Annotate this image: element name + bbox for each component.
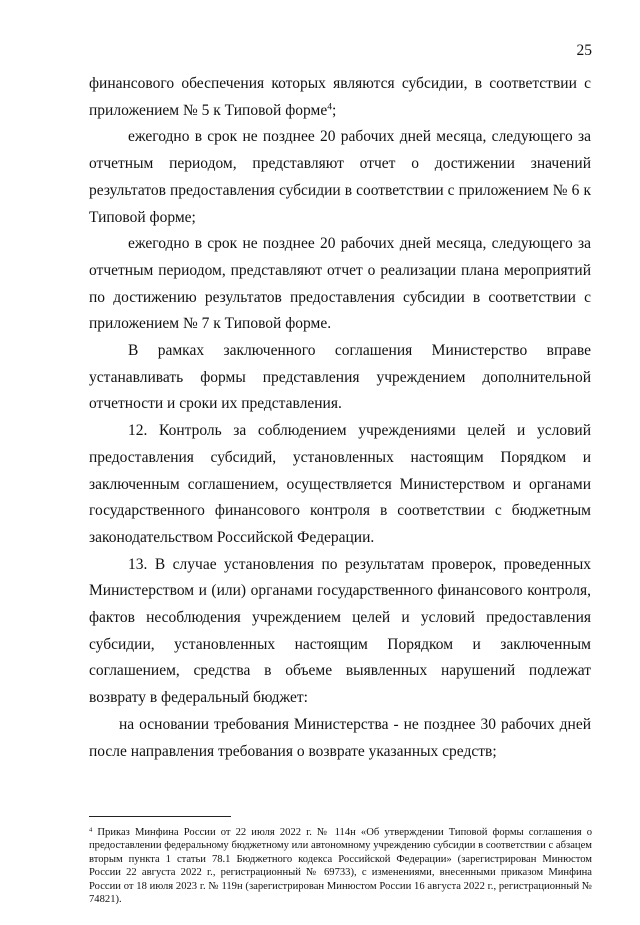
paragraph-item-12: 12. Контроль за соблюдением учреждениями целей и условий предоставления субсидий, установленных настоящим Порядком и заключенным соглашением, осуществляется Министерством и органами государственного финансового контроля в соответствии с бюджетным законодательством Российской Федерации. bbox=[89, 422, 591, 546]
footnote-reference: 4 bbox=[327, 101, 333, 113]
footnote-marker: 4 bbox=[89, 826, 93, 834]
footnote bbox=[89, 826, 592, 906]
paragraph-plan-report: ежегодно в срок не позднее 20 рабочих дней месяца, следующего за отчетным периодом, представляют отчет о реализации плана мероприятий по достижению результатов предоставления субсидии в соответствии с приложением № 7 к Типовой форме. bbox=[89, 235, 591, 333]
paragraph-ministry-requirement: на основании требования Министерства - не позднее 30 рабочих дней после направления требования о возврате указанных средств; bbox=[89, 715, 591, 760]
paragraph-text: финансового обеспечения которых являются субсидии, в соответствии с приложением № 5 к Типовой форме bbox=[89, 75, 591, 119]
paragraph-additional-reporting: В рамках заключенного соглашения Министерство вправе устанавливать формы представления учреждением дополнительной отчетности и сроки их представления. bbox=[89, 342, 591, 413]
document-body bbox=[89, 71, 591, 765]
paragraph-subsidy-financing bbox=[89, 71, 591, 124]
footnote-separator bbox=[89, 816, 231, 817]
page-number: 25 bbox=[576, 42, 592, 59]
footnote-body: Приказ Минфина России от 22 июля 2022 г. № 114н «Об утверждении Типовой формы соглашения о предоставлении федеральному бюджетному или автономному учреждению субсидии в соответствии с абзацем вторым пункта 1 статьи 78.1 Бюджетного кодекса Российской Федерации» (зарегистрирован Минюстом России 22 августа 2022 г., регистрационный № 69733), с изменениями, внесенными приказом Минфина России от 18 июля 2023 г. № 119н (зарегистрирован Минюстом России 16 августа 2022 г., регистрационный № 74821). bbox=[89, 827, 592, 906]
paragraph-results-report: ежегодно в срок не позднее 20 рабочих дней месяца, следующего за отчетным периодом, представляют отчет о достижении значений результатов предоставления субсидии в соответствии с приложением № 6 к Типовой форме; bbox=[89, 128, 591, 226]
paragraph-item-13: 13. В случае установления по результатам проверок, проведенных Министерством и (или) органами государственного финансового контроля, фактов несоблюдения учреждением целей и условий предоставления субсидии, установленных настоящим Порядком и заключенным соглашением, средства в объеме выявленных нарушений подлежат возврату в федеральный бюджет: bbox=[89, 555, 591, 707]
paragraph-tail: ; bbox=[332, 101, 337, 119]
footnote-text bbox=[89, 826, 592, 906]
